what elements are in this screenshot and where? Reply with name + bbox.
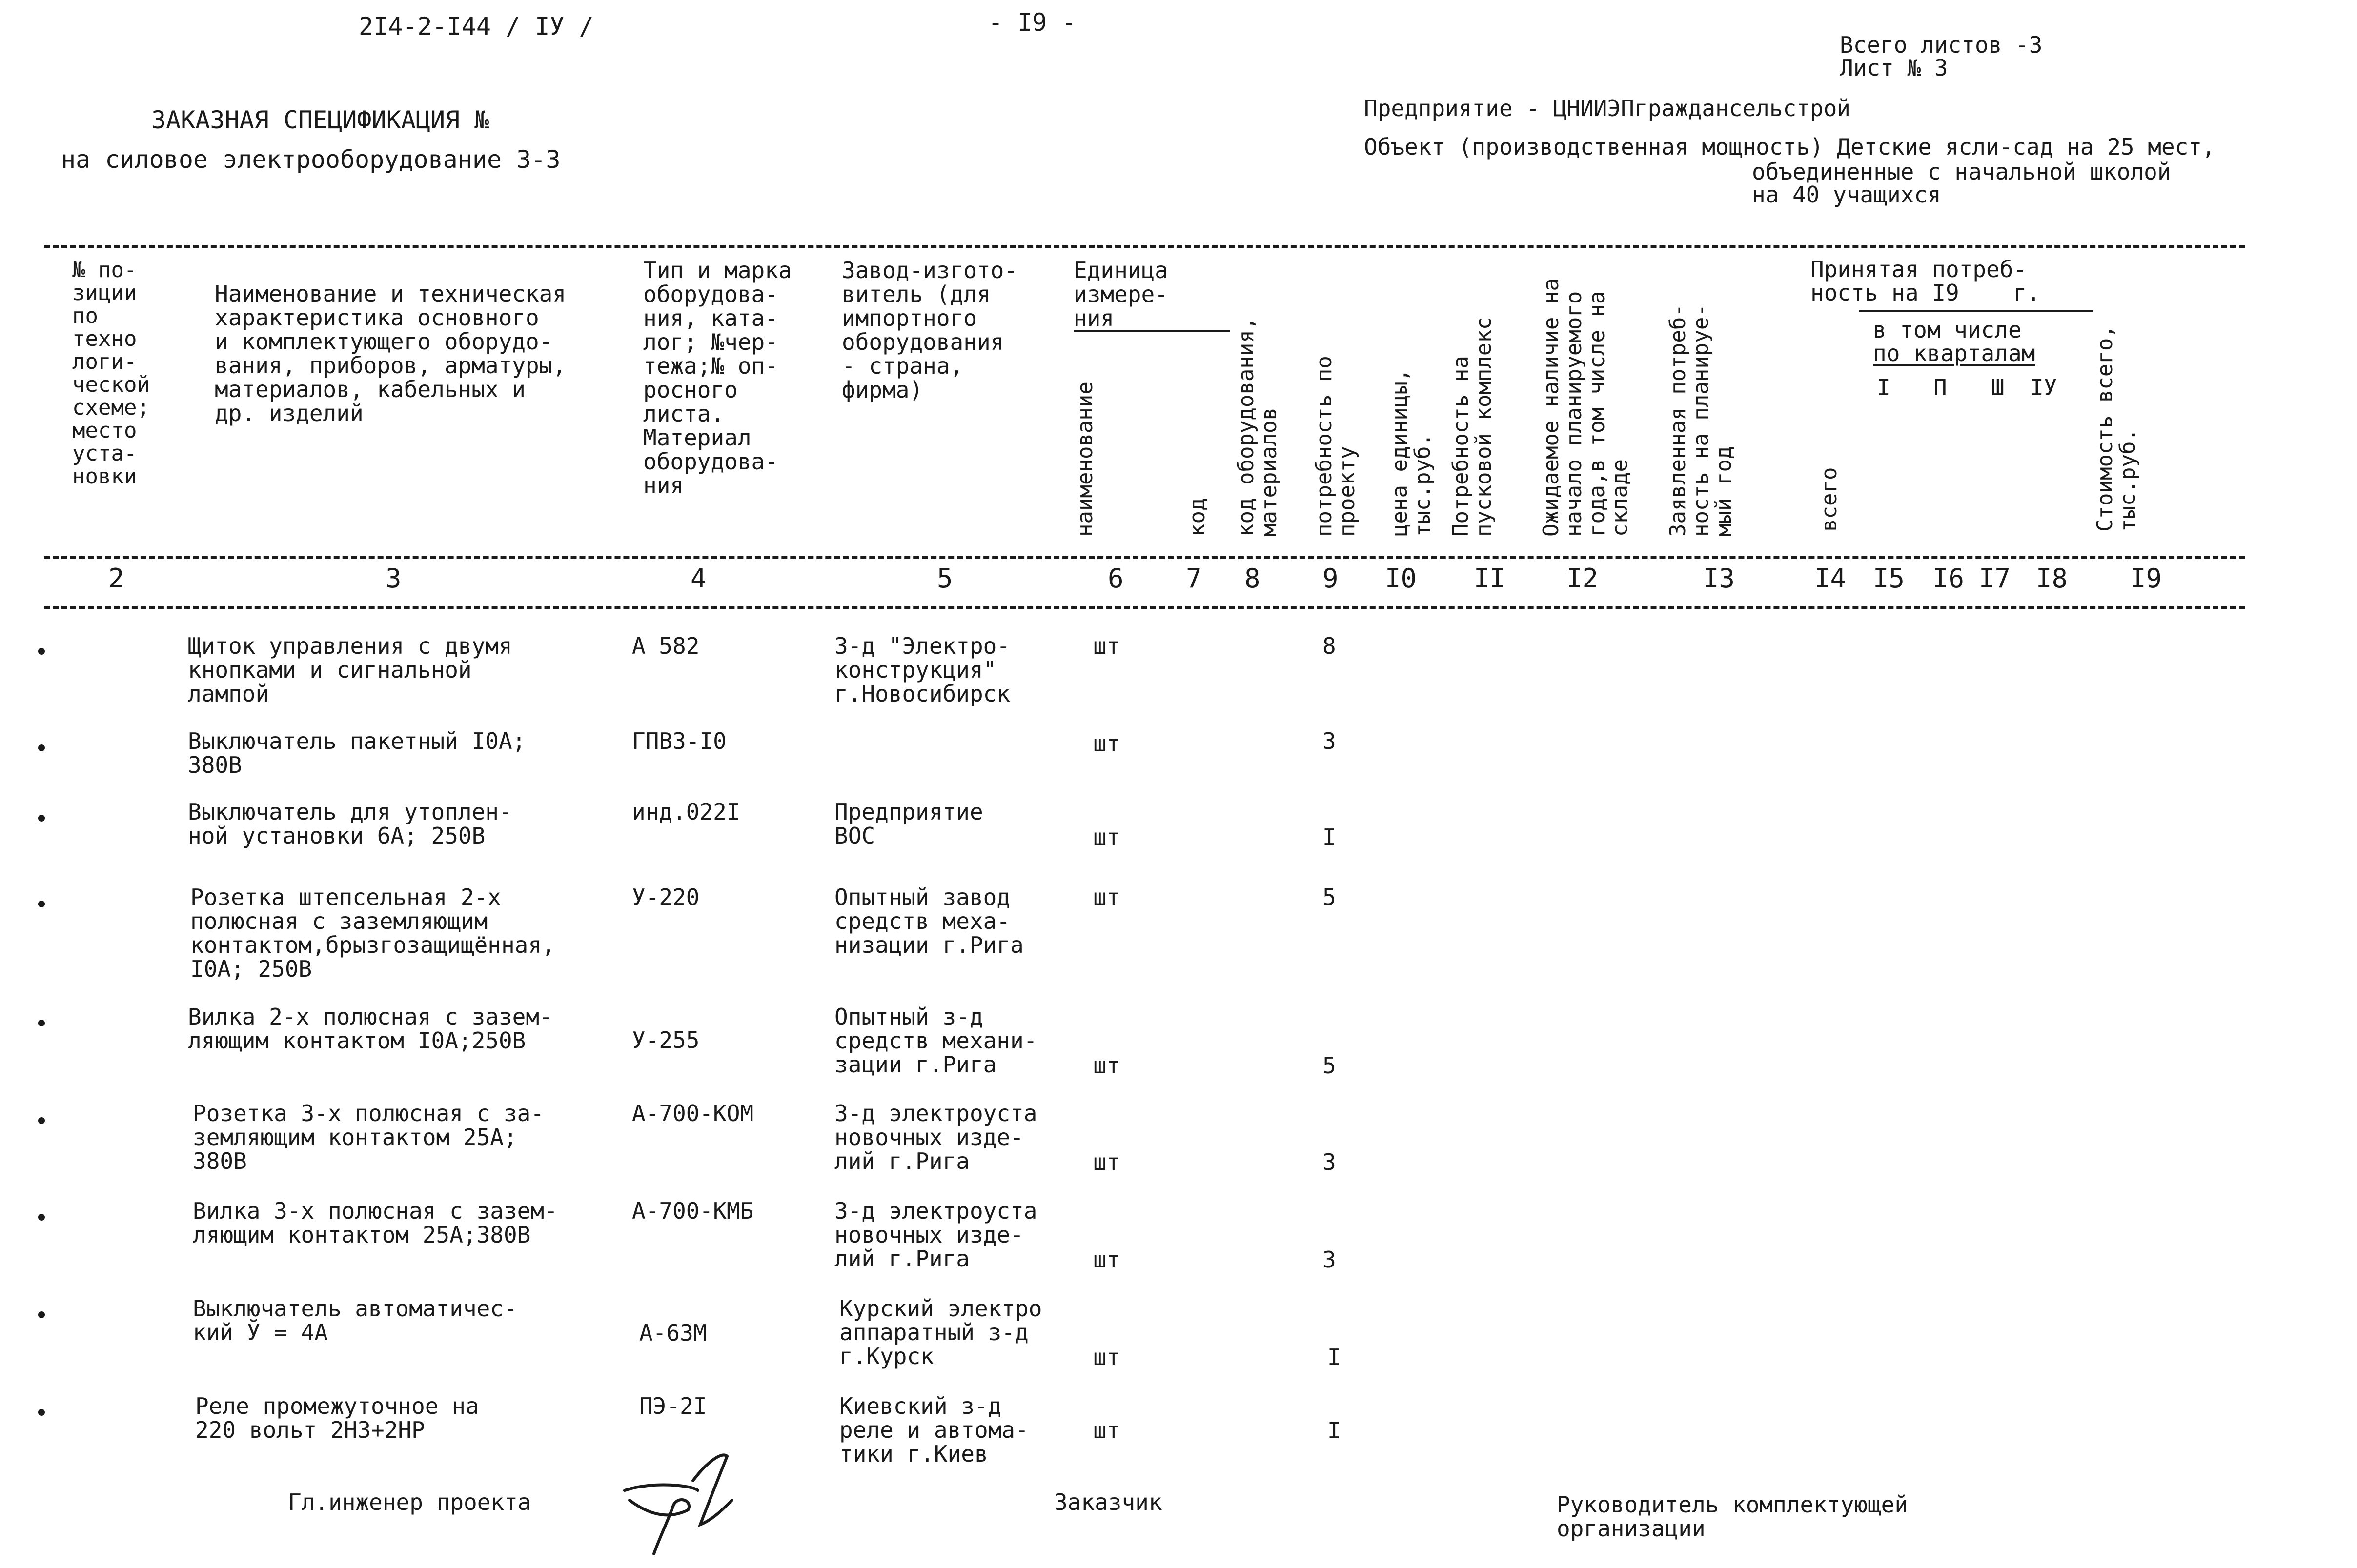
col-number: 3 [386,563,402,594]
col-number: I3 [1703,563,1735,594]
row-item-unit: шт [1093,1246,1120,1273]
col-number: 5 [937,563,953,594]
row-item-name: Выключатель автоматичес- кий Ў = 4А [193,1295,517,1346]
row-item-qty: I [1327,1417,1341,1444]
header-cost: Стоимость всего, тыс.руб. [2093,325,2140,532]
row-item-name: Вилка 3-х полюсная с зазем- ляющим контактом 25А;380В [193,1198,558,1248]
header-need-start: Потребность на пусковой комплекс [1448,317,1496,537]
row-item-name: Розетка 3-х полюсная с за- земляющим контактом 25А; 380В [193,1100,545,1174]
row-item-qty: 5 [1322,1052,1336,1079]
row-bullet [38,901,45,907]
row-item-unit: шт [1093,884,1120,910]
row-bullet [38,744,45,751]
signature-icon [615,1451,761,1564]
row-item-maker: З-д "Электро- конструкция" г.Новосибирск [834,633,1011,707]
row-item-qty: 5 [1322,884,1336,910]
row-item-qty: 3 [1322,1149,1336,1175]
object-line-2: объединенные с начальной школой [1752,159,2171,185]
row-item-maker: Опытный завод средств меха- низации г.Рига [834,884,1024,958]
object-line-3: на 40 учащихся [1752,181,1941,208]
row-bullet [38,1214,45,1221]
col-number: 9 [1322,563,1339,594]
row-bullet [38,815,45,822]
col-number: I6 [1932,563,1965,594]
row-item-qty: 3 [1322,728,1336,754]
document-title: ЗАКАЗНАЯ СПЕЦИФИКАЦИЯ № [151,106,489,134]
row-item-name: Выключатель пакетный I0А; 380В [188,728,526,778]
col-number: 6 [1108,563,1124,594]
row-item-type: А 582 [632,633,700,659]
header-bottom-rule [44,606,2245,609]
header-incl-line-1: в том числе [1873,317,2022,343]
header-accepted-line-1: Принятая потреб- [1810,256,2027,282]
row-item-name: Вилка 2-х полюсная с зазем- ляющим контактом I0А;250В [188,1004,553,1054]
header-type: Тип и марка оборудова- ния, ката- лог; №чер- тежа;№ оп- росного листа. Материал оборудова- ния [643,257,792,499]
row-item-unit: шт [1093,730,1120,757]
col-number: I9 [2130,563,2162,594]
col-number: I7 [1979,563,2011,594]
col-number: I8 [2036,563,2068,594]
header-incl-line-2: по кварталам [1873,340,2035,366]
row-bullet [38,648,45,655]
row-item-type: инд.022I [632,799,740,825]
object-line-1: Объект (производственная мощность) Детские ясли-сад на 25 мест, [1364,134,2215,160]
header-unit-code: код [1185,498,1210,537]
header-need-project: потребность по проекту [1312,356,1360,537]
enterprise: Предприятие - ЦНИИЭПграждансельстрой [1364,95,1850,121]
row-item-qty: 8 [1322,633,1336,659]
page-number: - I9 - [988,8,1077,37]
col-number: 7 [1186,563,1202,594]
chief-engineer-label: Гл.инженер проекта [288,1489,531,1515]
col-number: I0 [1385,563,1417,594]
header-quarter-1: I [1877,374,1890,401]
row-bullet [38,1311,45,1318]
header-declared: Заявленная потреб- ность на планируе- мый год [1666,304,1736,537]
header-unit-group: Единица измере- ния [1074,257,1168,331]
table-top-rule [44,245,2245,248]
col-number: II [1474,563,1506,594]
row-bullet [38,1020,45,1026]
header-unit-price: цена единицы, тыс.руб. [1387,368,1435,537]
header-name: Наименование и техническая характеристика основного и комплектующего оборудо- вания, приборов, арматуры, материалов, кабельных и др. изделий [215,281,567,426]
row-item-type: А-700-КМБ [632,1198,754,1224]
row-item-type: У-220 [632,884,700,910]
header-equipment-code: код оборудования, материалов [1234,317,1281,537]
unit-group-underline [1074,330,1230,332]
row-item-maker: З-д электроуста новочных изде- лий г.Рига [834,1100,1037,1174]
header-divider-rule [44,556,2245,559]
row-item-name: Щиток управления с двумя кнопками и сигнальной лампой [188,633,512,707]
header-quarter-4: IУ [2030,374,2057,401]
row-item-type: У-255 [632,1027,700,1053]
header-total: всего [1817,467,1842,532]
document-subtitle: на силовое электрооборудование З-3 [61,145,561,174]
document-code: 2I4-2-I44 / IУ / [359,12,594,40]
row-item-maker: Предприятие ВОС [834,799,983,849]
header-quarter-2: П [1933,374,1947,401]
col-number: I2 [1566,563,1599,594]
col-number: 8 [1244,563,1260,594]
row-item-unit: шт [1093,1344,1120,1370]
supplier-head-label: Руководитель комплектующей организации [1557,1491,1909,1542]
customer-label: Заказчик [1054,1489,1162,1515]
col-number: I5 [1873,563,1905,594]
sheets-total: Всего листов -3 [1840,32,2043,58]
header-unit-name: наименование [1073,382,1097,537]
row-item-maker: Киевский з-д реле и автома- тики г.Киев [839,1393,1029,1467]
header-maker: Завод-изгото- витель (для импортного оборудования - страна, фирма) [842,257,1018,403]
sheet-number: Лист № 3 [1840,55,1948,81]
row-bullet [38,1117,45,1124]
row-item-unit: шт [1093,824,1120,850]
row-item-maker: Курский электро аппаратный з-д г.Курск [839,1295,1042,1369]
row-item-type: ПЭ-2I [639,1393,707,1419]
row-item-unit: шт [1093,1417,1120,1444]
row-item-type: А-63М [639,1320,707,1346]
header-accepted-line-2: ность на I9 г. [1810,280,2040,306]
row-bullet [38,1409,45,1416]
row-item-qty: 3 [1322,1246,1336,1273]
row-item-unit: шт [1093,633,1120,659]
header-expected: Ожидаемое наличие на начало планируемого года,в том числе на складе [1539,278,1632,537]
header-position: № по- зиции по техно логи- ческой схеме; место уста- новки [72,258,150,489]
row-item-qty: I [1322,824,1336,850]
header-quarter-3: Ш [1991,374,2005,401]
row-item-maker: Опытный з-д средств механи- зации г.Рига [834,1004,1037,1078]
row-item-type: А-700-КОМ [632,1100,754,1126]
col-number: 2 [108,563,124,594]
col-number: I4 [1814,563,1847,594]
col-number: 4 [691,563,707,594]
row-item-name: Розетка штепсельная 2-х полюсная с заземляющим контактом,брызгозащищённая, I0А; 250В [190,884,555,982]
row-item-unit: шт [1093,1052,1120,1079]
row-item-name: Реле промежуточное на 220 вольт 2НЗ+2НР [195,1393,479,1443]
row-item-qty: I [1327,1344,1341,1370]
row-item-type: ГПВЗ-I0 [632,728,727,754]
row-item-unit: шт [1093,1149,1120,1175]
row-item-name: Выключатель для утоплен- ной установки 6А; 250В [188,799,512,849]
row-item-maker: З-д электроуста новочных изде- лий г.Рига [834,1198,1037,1272]
accepted-underline [1859,310,2093,312]
